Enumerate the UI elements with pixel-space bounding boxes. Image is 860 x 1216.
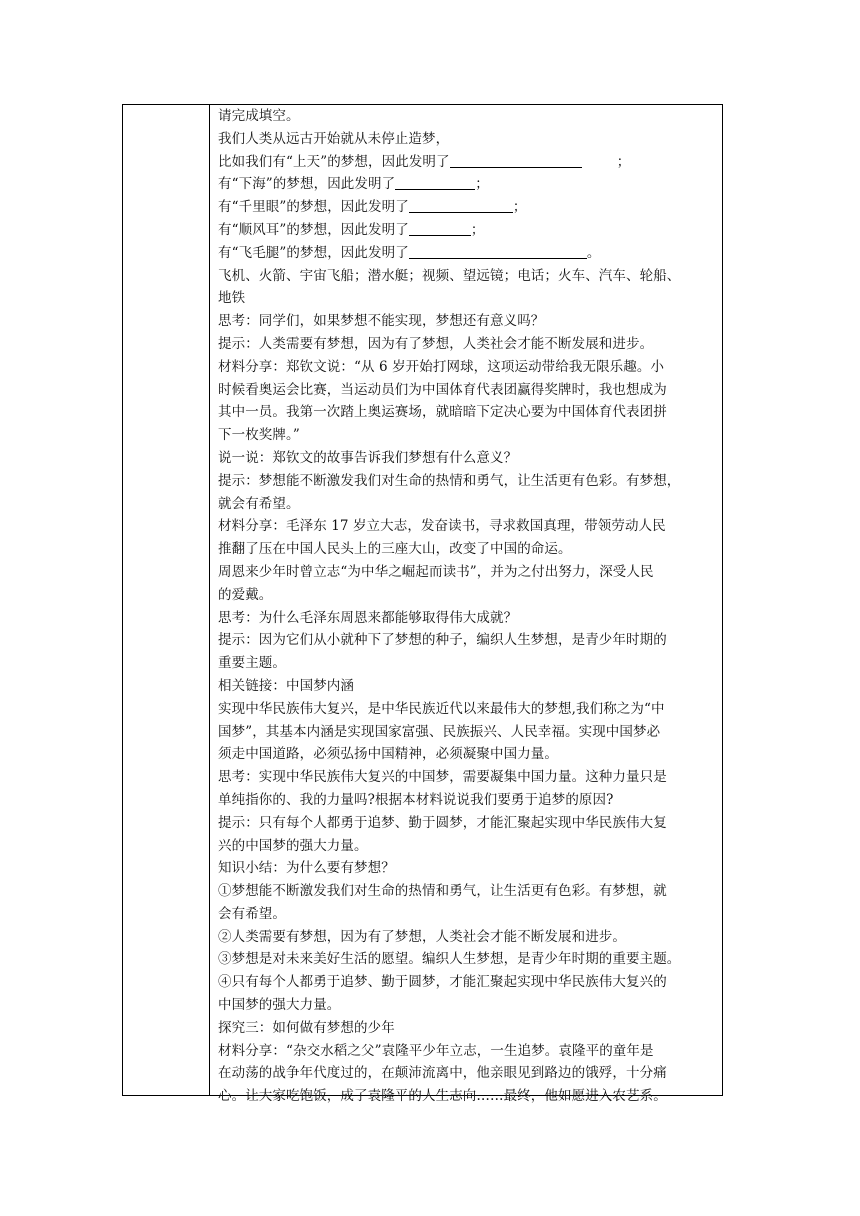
- text-line: [218, 219, 716, 242]
- text-line: [218, 1017, 716, 1040]
- text-line: [218, 789, 716, 812]
- line-text: ①梦想能不断激发我们对生命的热情和勇气，让生活更有色彩。有梦想，就: [218, 883, 667, 900]
- line-text: 相关链接：中国梦内涵: [218, 677, 354, 694]
- line-punctuation: ；: [475, 176, 489, 193]
- text-line: [218, 447, 716, 470]
- text-line: [218, 629, 716, 652]
- line-punctuation: ；: [470, 221, 485, 238]
- text-line: [218, 652, 716, 675]
- text-line: [218, 151, 716, 174]
- line-text: 中国梦的强大力量。: [218, 997, 341, 1014]
- line-text: 材料分享：“杂交水稻之父”袁隆平少年立志，一生追梦。袁隆平的童年是: [218, 1042, 654, 1059]
- text-line: [218, 994, 716, 1017]
- text-line: [218, 1040, 716, 1063]
- line-text: 周恩来少年时曾立志“为中华之崛起而读书”，并为之付出努力，深受人民: [218, 563, 654, 580]
- line-text: 说一说：郑钦文的故事告诉我们梦想有什么意义？: [218, 449, 518, 466]
- text-line: [218, 128, 716, 151]
- text-line: [218, 310, 716, 333]
- line-text: 我们人类从远古开始就从未停止造梦，: [218, 130, 450, 147]
- text-line: [218, 424, 716, 447]
- text-line: [218, 379, 716, 402]
- line-text: 提示：只有每个人都勇于追梦、勤于圆梦，才能汇聚起实现中华民族伟大复: [218, 814, 667, 831]
- line-text: 地铁: [218, 290, 246, 307]
- line-text: 实现中华民族伟大复兴，是中华民族近代以来最伟大的梦想,我们称之为“中: [218, 700, 665, 717]
- text-line: [218, 675, 716, 698]
- text-line: [218, 515, 716, 538]
- fill-in-blank[interactable]: [409, 221, 471, 236]
- line-text: ④只有每个人都勇于追梦、勤于圆梦，才能汇聚起实现中华民族伟大复兴的: [218, 974, 667, 991]
- text-line: [218, 857, 716, 880]
- text-line: [218, 333, 716, 356]
- text-line: [218, 926, 716, 949]
- lesson-content: [218, 105, 716, 1108]
- lesson-table: [122, 104, 723, 1105]
- line-text: 请完成填空。: [218, 108, 300, 124]
- text-line: [218, 721, 716, 744]
- line-text: 推翻了压在中国人民头上的三座大山，改变了中国的命运。: [218, 541, 572, 558]
- line-text: 有“千里眼”的梦想，因此发明了: [218, 199, 409, 216]
- line-text: 材料分享：毛泽东 17 岁立大志，发奋读书，寻求救国真理，带领劳动人民: [218, 518, 666, 535]
- line-text: 在动荡的战争年代度过的，在颠沛流离中，他亲眼见到路边的饿殍，十分痛: [218, 1065, 667, 1082]
- line-text: 其中一员。我第一次踏上奥运赛场，就暗暗下定决心要为中国体育代表团拼: [218, 404, 667, 421]
- line-text: 提示：因为它们从小就种下了梦想的种子，编织人生梦想，是青少年时期的: [218, 632, 667, 649]
- text-line: [218, 1062, 716, 1085]
- text-line: [218, 971, 716, 994]
- line-text: 思考：为什么毛泽东周恩来都能够取得伟大成就？: [218, 609, 518, 626]
- text-line: [218, 766, 716, 789]
- text-line: [218, 584, 716, 607]
- text-line: [218, 880, 716, 903]
- line-text: 比如我们有“上天”的梦想，因此发明了: [218, 153, 450, 170]
- line-text: 单纯指你的、我的力量吗?根据本材料说说我们要勇于追梦的原因?: [218, 791, 614, 808]
- line-text: 的爱戴。: [218, 586, 273, 603]
- line-text: 思考：同学们，如果梦想不能实现，梦想还有意义吗？: [218, 313, 545, 330]
- text-line: [218, 196, 716, 219]
- line-text: 须走中国道路，必须弘扬中国精神，必须凝聚中国力量。: [218, 746, 558, 763]
- line-text: 就会有希望。: [218, 495, 300, 512]
- line-text: 有“飞毛腿”的梦想，因此发明了: [218, 244, 409, 261]
- text-line: [218, 265, 716, 288]
- line-text: 知识小结：为什么要有梦想？: [218, 860, 395, 877]
- text-line: [218, 835, 716, 858]
- line-text: ③梦想是对未来美好生活的愿望。编织人生梦想，是青少年时期的重要主题。: [218, 951, 681, 968]
- column-divider: [209, 105, 210, 1095]
- text-line: [218, 173, 716, 196]
- line-text: 兴的中国梦的强大力量。: [218, 837, 368, 854]
- line-punctuation: ；: [512, 199, 527, 216]
- line-text: 提示：梦想能不断激发我们对生命的热情和勇气，让生活更有色彩。有梦想，: [218, 472, 681, 489]
- line-text: 时候看奥运会比赛，当运动员们为中国体育代表团赢得奖牌时，我也想成为: [218, 381, 667, 398]
- fill-in-blank[interactable]: [409, 244, 587, 259]
- text-line: [218, 812, 716, 835]
- line-text: 探究三：如何做有梦想的少年: [218, 1019, 395, 1036]
- text-line: [218, 538, 716, 561]
- line-punctuation: ；: [581, 153, 631, 170]
- line-text: 有“下海”的梦想，因此发明了: [218, 176, 396, 193]
- text-line: [218, 356, 716, 379]
- text-line: [218, 743, 716, 766]
- line-text: 下一枚奖牌。”: [218, 427, 300, 444]
- fill-in-blank[interactable]: [395, 175, 475, 190]
- line-text: 有“顺风耳”的梦想，因此发明了: [218, 221, 409, 238]
- line-punctuation: 。: [586, 244, 601, 261]
- text-line: [218, 242, 716, 265]
- text-line: [218, 1085, 716, 1108]
- text-line: [218, 493, 716, 516]
- fill-in-blank[interactable]: [450, 153, 582, 168]
- fill-in-blank[interactable]: [409, 198, 513, 213]
- line-text: 重要主题。: [218, 655, 286, 672]
- text-line: [218, 903, 716, 926]
- text-line: [218, 948, 716, 971]
- text-line: [218, 401, 716, 424]
- line-text: 思考：实现中华民族伟大复兴的中国梦，需要凝集中国力量。这种力量只是: [218, 769, 667, 786]
- text-line: [218, 105, 716, 128]
- text-line: [218, 287, 716, 310]
- line-text: ②人类需要有梦想，因为有了梦想，人类社会才能不断发展和进步。: [218, 928, 626, 945]
- text-line: [218, 561, 716, 584]
- line-text: 提示：人类需要有梦想，因为有了梦想，人类社会才能不断发展和进步。: [218, 335, 654, 352]
- line-text: 会有希望。: [218, 905, 286, 922]
- text-line: [218, 470, 716, 493]
- line-text: 材料分享：郑钦文说：“从 6 岁开始打网球，这项运动带给我无限乐趣。小: [218, 358, 665, 375]
- line-text: 飞机、火箭、宇宙飞船；潜水艇；视频、望远镜；电话；火车、汽车、轮船、: [218, 267, 681, 284]
- line-text: 国梦”，其基本内涵是实现国家富强、民族振兴、人民幸福。实现中国梦必: [218, 723, 661, 740]
- text-line: [218, 698, 716, 721]
- text-line: [218, 607, 716, 630]
- line-text: 心。让大家吃饱饭，成了袁隆平的人生志向……最终，他如愿进入农艺系。: [218, 1088, 667, 1105]
